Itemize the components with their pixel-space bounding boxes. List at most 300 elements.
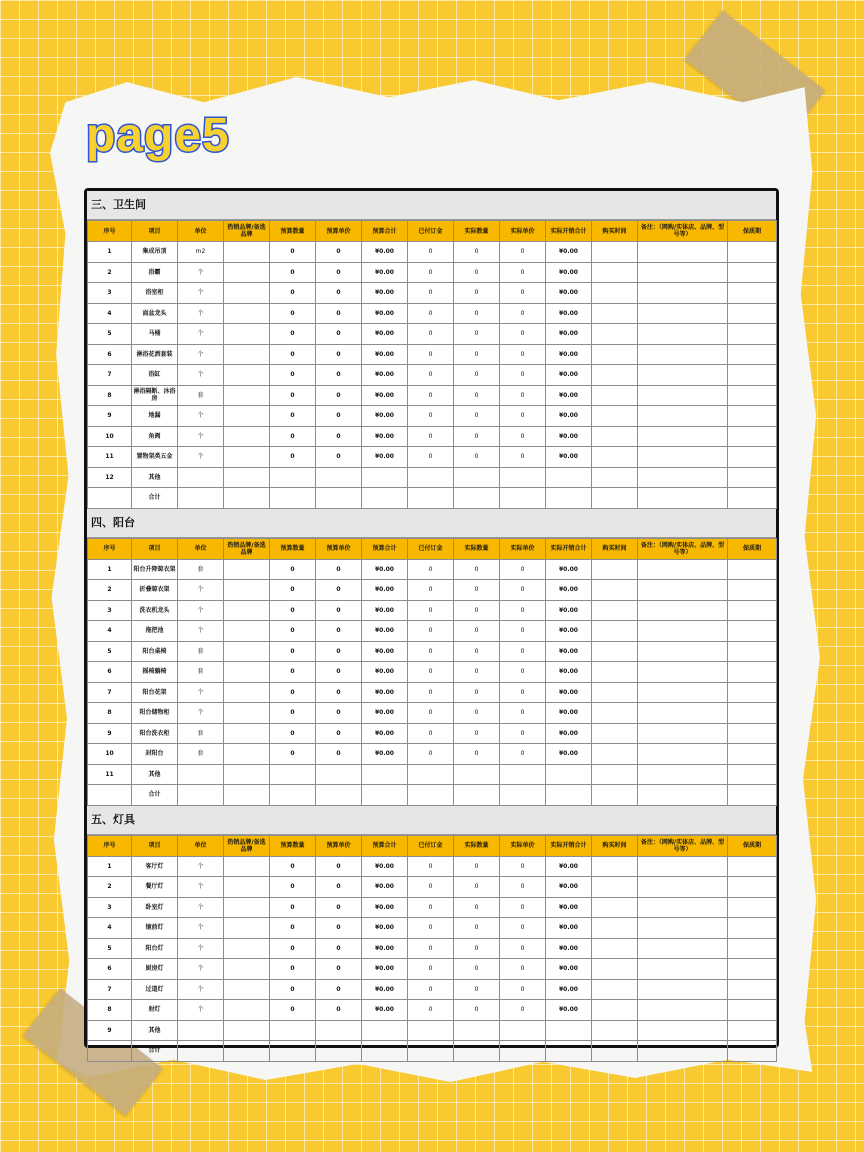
brand-cell[interactable]: [224, 785, 270, 806]
actual-qty-cell[interactable]: [454, 785, 500, 806]
budget-price-cell[interactable]: 0: [316, 283, 362, 304]
warranty-cell[interactable]: [728, 365, 777, 386]
budget-qty-cell[interactable]: 0: [270, 856, 316, 877]
deposit-cell[interactable]: [408, 1020, 454, 1041]
budget-price-cell[interactable]: 0: [316, 723, 362, 744]
actual-price-cell[interactable]: 0: [500, 918, 546, 939]
brand-cell[interactable]: [224, 242, 270, 263]
budget-qty-cell[interactable]: 0: [270, 918, 316, 939]
budget-qty-cell[interactable]: 0: [270, 682, 316, 703]
warranty-cell[interactable]: [728, 283, 777, 304]
warranty-cell[interactable]: [728, 662, 777, 683]
budget-qty-cell[interactable]: 0: [270, 641, 316, 662]
budget-price-cell[interactable]: 0: [316, 621, 362, 642]
purchase-time-cell[interactable]: [592, 1041, 638, 1062]
budget-qty-cell[interactable]: 0: [270, 406, 316, 427]
warranty-cell[interactable]: [728, 262, 777, 283]
brand-cell[interactable]: [224, 447, 270, 468]
brand-cell[interactable]: [224, 283, 270, 304]
warranty-cell[interactable]: [728, 447, 777, 468]
actual-price-cell[interactable]: 0: [500, 856, 546, 877]
purchase-time-cell[interactable]: [592, 283, 638, 304]
brand-cell[interactable]: [224, 303, 270, 324]
brand-cell[interactable]: [224, 385, 270, 406]
warranty-cell[interactable]: [728, 1041, 777, 1062]
brand-cell[interactable]: [224, 959, 270, 980]
budget-price-cell[interactable]: [316, 467, 362, 488]
purchase-time-cell[interactable]: [592, 938, 638, 959]
brand-cell[interactable]: [224, 262, 270, 283]
purchase-time-cell[interactable]: [592, 262, 638, 283]
warranty-cell[interactable]: [728, 580, 777, 601]
budget-price-cell[interactable]: 0: [316, 344, 362, 365]
budget-total-cell[interactable]: [362, 1041, 408, 1062]
actual-total-cell[interactable]: [546, 764, 592, 785]
remarks-cell[interactable]: [638, 938, 728, 959]
actual-qty-cell[interactable]: 0: [454, 406, 500, 427]
warranty-cell[interactable]: [728, 897, 777, 918]
budget-qty-cell[interactable]: [270, 785, 316, 806]
actual-price-cell[interactable]: 0: [500, 303, 546, 324]
actual-price-cell[interactable]: 0: [500, 324, 546, 345]
budget-qty-cell[interactable]: 0: [270, 1000, 316, 1021]
purchase-time-cell[interactable]: [592, 365, 638, 386]
brand-cell[interactable]: [224, 406, 270, 427]
actual-price-cell[interactable]: 0: [500, 426, 546, 447]
deposit-cell[interactable]: 0: [408, 682, 454, 703]
budget-qty-cell[interactable]: 0: [270, 938, 316, 959]
actual-price-cell[interactable]: [500, 488, 546, 509]
purchase-time-cell[interactable]: [592, 682, 638, 703]
budget-price-cell[interactable]: 0: [316, 959, 362, 980]
remarks-cell[interactable]: [638, 703, 728, 724]
brand-cell[interactable]: [224, 621, 270, 642]
warranty-cell[interactable]: [728, 467, 777, 488]
actual-price-cell[interactable]: 0: [500, 621, 546, 642]
deposit-cell[interactable]: 0: [408, 242, 454, 263]
actual-qty-cell[interactable]: 0: [454, 262, 500, 283]
actual-price-cell[interactable]: 0: [500, 723, 546, 744]
budget-price-cell[interactable]: 0: [316, 426, 362, 447]
deposit-cell[interactable]: 0: [408, 580, 454, 601]
purchase-time-cell[interactable]: [592, 918, 638, 939]
remarks-cell[interactable]: [638, 406, 728, 427]
budget-price-cell[interactable]: 0: [316, 365, 362, 386]
brand-cell[interactable]: [224, 897, 270, 918]
deposit-cell[interactable]: 0: [408, 344, 454, 365]
actual-price-cell[interactable]: 0: [500, 242, 546, 263]
deposit-cell[interactable]: 0: [408, 621, 454, 642]
purchase-time-cell[interactable]: [592, 344, 638, 365]
budget-qty-cell[interactable]: 0: [270, 324, 316, 345]
actual-qty-cell[interactable]: 0: [454, 703, 500, 724]
purchase-time-cell[interactable]: [592, 600, 638, 621]
budget-price-cell[interactable]: 0: [316, 385, 362, 406]
budget-qty-cell[interactable]: 0: [270, 426, 316, 447]
purchase-time-cell[interactable]: [592, 1000, 638, 1021]
deposit-cell[interactable]: [408, 467, 454, 488]
budget-price-cell[interactable]: 0: [316, 938, 362, 959]
remarks-cell[interactable]: [638, 641, 728, 662]
warranty-cell[interactable]: [728, 641, 777, 662]
warranty-cell[interactable]: [728, 426, 777, 447]
warranty-cell[interactable]: [728, 303, 777, 324]
purchase-time-cell[interactable]: [592, 447, 638, 468]
warranty-cell[interactable]: [728, 856, 777, 877]
budget-price-cell[interactable]: [316, 785, 362, 806]
actual-qty-cell[interactable]: 0: [454, 344, 500, 365]
remarks-cell[interactable]: [638, 621, 728, 642]
purchase-time-cell[interactable]: [592, 559, 638, 580]
deposit-cell[interactable]: 0: [408, 744, 454, 765]
deposit-cell[interactable]: 0: [408, 662, 454, 683]
remarks-cell[interactable]: [638, 959, 728, 980]
budget-price-cell[interactable]: 0: [316, 242, 362, 263]
warranty-cell[interactable]: [728, 406, 777, 427]
deposit-cell[interactable]: 0: [408, 600, 454, 621]
actual-qty-cell[interactable]: 0: [454, 365, 500, 386]
purchase-time-cell[interactable]: [592, 406, 638, 427]
actual-price-cell[interactable]: 0: [500, 385, 546, 406]
deposit-cell[interactable]: 0: [408, 447, 454, 468]
budget-qty-cell[interactable]: 0: [270, 385, 316, 406]
warranty-cell[interactable]: [728, 385, 777, 406]
budget-price-cell[interactable]: [316, 488, 362, 509]
budget-price-cell[interactable]: 0: [316, 897, 362, 918]
actual-qty-cell[interactable]: 0: [454, 580, 500, 601]
budget-qty-cell[interactable]: [270, 488, 316, 509]
budget-price-cell[interactable]: 0: [316, 262, 362, 283]
deposit-cell[interactable]: 0: [408, 385, 454, 406]
brand-cell[interactable]: [224, 723, 270, 744]
brand-cell[interactable]: [224, 641, 270, 662]
warranty-cell[interactable]: [728, 682, 777, 703]
deposit-cell[interactable]: [408, 488, 454, 509]
budget-total-cell[interactable]: [362, 785, 408, 806]
budget-qty-cell[interactable]: 0: [270, 959, 316, 980]
remarks-cell[interactable]: [638, 559, 728, 580]
deposit-cell[interactable]: 0: [408, 641, 454, 662]
budget-price-cell[interactable]: 0: [316, 580, 362, 601]
deposit-cell[interactable]: 0: [408, 426, 454, 447]
deposit-cell[interactable]: 0: [408, 856, 454, 877]
budget-qty-cell[interactable]: 0: [270, 897, 316, 918]
actual-qty-cell[interactable]: 0: [454, 938, 500, 959]
actual-price-cell[interactable]: 0: [500, 641, 546, 662]
brand-cell[interactable]: [224, 559, 270, 580]
budget-qty-cell[interactable]: 0: [270, 447, 316, 468]
budget-qty-cell[interactable]: 0: [270, 344, 316, 365]
warranty-cell[interactable]: [728, 242, 777, 263]
remarks-cell[interactable]: [638, 447, 728, 468]
budget-qty-cell[interactable]: 0: [270, 662, 316, 683]
actual-qty-cell[interactable]: 0: [454, 283, 500, 304]
budget-price-cell[interactable]: 0: [316, 877, 362, 898]
remarks-cell[interactable]: [638, 600, 728, 621]
budget-price-cell[interactable]: 0: [316, 856, 362, 877]
brand-cell[interactable]: [224, 744, 270, 765]
actual-price-cell[interactable]: [500, 764, 546, 785]
budget-qty-cell[interactable]: [270, 467, 316, 488]
purchase-time-cell[interactable]: [592, 959, 638, 980]
remarks-cell[interactable]: [638, 467, 728, 488]
budget-total-cell[interactable]: [362, 488, 408, 509]
warranty-cell[interactable]: [728, 1020, 777, 1041]
budget-qty-cell[interactable]: 0: [270, 580, 316, 601]
actual-price-cell[interactable]: 0: [500, 365, 546, 386]
deposit-cell[interactable]: 0: [408, 959, 454, 980]
deposit-cell[interactable]: 0: [408, 324, 454, 345]
actual-price-cell[interactable]: [500, 785, 546, 806]
actual-price-cell[interactable]: 0: [500, 682, 546, 703]
budget-qty-cell[interactable]: 0: [270, 723, 316, 744]
actual-qty-cell[interactable]: 0: [454, 242, 500, 263]
remarks-cell[interactable]: [638, 662, 728, 683]
purchase-time-cell[interactable]: [592, 744, 638, 765]
actual-total-cell[interactable]: [546, 467, 592, 488]
budget-price-cell[interactable]: [316, 1041, 362, 1062]
remarks-cell[interactable]: [638, 1041, 728, 1062]
actual-qty-cell[interactable]: [454, 467, 500, 488]
actual-price-cell[interactable]: 0: [500, 1000, 546, 1021]
budget-qty-cell[interactable]: 0: [270, 703, 316, 724]
actual-qty-cell[interactable]: [454, 1020, 500, 1041]
deposit-cell[interactable]: 0: [408, 303, 454, 324]
budget-qty-cell[interactable]: 0: [270, 744, 316, 765]
purchase-time-cell[interactable]: [592, 703, 638, 724]
purchase-time-cell[interactable]: [592, 979, 638, 1000]
remarks-cell[interactable]: [638, 979, 728, 1000]
brand-cell[interactable]: [224, 703, 270, 724]
actual-qty-cell[interactable]: 0: [454, 385, 500, 406]
budget-qty-cell[interactable]: 0: [270, 365, 316, 386]
actual-price-cell[interactable]: 0: [500, 447, 546, 468]
actual-qty-cell[interactable]: 0: [454, 682, 500, 703]
deposit-cell[interactable]: 0: [408, 283, 454, 304]
purchase-time-cell[interactable]: [592, 723, 638, 744]
actual-qty-cell[interactable]: 0: [454, 1000, 500, 1021]
brand-cell[interactable]: [224, 979, 270, 1000]
brand-cell[interactable]: [224, 662, 270, 683]
brand-cell[interactable]: [224, 682, 270, 703]
remarks-cell[interactable]: [638, 897, 728, 918]
warranty-cell[interactable]: [728, 600, 777, 621]
purchase-time-cell[interactable]: [592, 764, 638, 785]
purchase-time-cell[interactable]: [592, 467, 638, 488]
purchase-time-cell[interactable]: [592, 641, 638, 662]
actual-price-cell[interactable]: 0: [500, 897, 546, 918]
actual-price-cell[interactable]: 0: [500, 979, 546, 1000]
remarks-cell[interactable]: [638, 324, 728, 345]
purchase-time-cell[interactable]: [592, 662, 638, 683]
deposit-cell[interactable]: 0: [408, 877, 454, 898]
budget-price-cell[interactable]: [316, 764, 362, 785]
warranty-cell[interactable]: [728, 703, 777, 724]
actual-price-cell[interactable]: [500, 1041, 546, 1062]
remarks-cell[interactable]: [638, 365, 728, 386]
purchase-time-cell[interactable]: [592, 856, 638, 877]
remarks-cell[interactable]: [638, 283, 728, 304]
warranty-cell[interactable]: [728, 324, 777, 345]
warranty-cell[interactable]: [728, 344, 777, 365]
budget-price-cell[interactable]: 0: [316, 324, 362, 345]
budget-price-cell[interactable]: 0: [316, 744, 362, 765]
brand-cell[interactable]: [224, 365, 270, 386]
budget-qty-cell[interactable]: 0: [270, 559, 316, 580]
brand-cell[interactable]: [224, 600, 270, 621]
warranty-cell[interactable]: [728, 959, 777, 980]
warranty-cell[interactable]: [728, 488, 777, 509]
purchase-time-cell[interactable]: [592, 877, 638, 898]
purchase-time-cell[interactable]: [592, 426, 638, 447]
brand-cell[interactable]: [224, 938, 270, 959]
warranty-cell[interactable]: [728, 1000, 777, 1021]
budget-price-cell[interactable]: 0: [316, 406, 362, 427]
purchase-time-cell[interactable]: [592, 785, 638, 806]
deposit-cell[interactable]: 0: [408, 918, 454, 939]
budget-price-cell[interactable]: 0: [316, 703, 362, 724]
budget-qty-cell[interactable]: [270, 764, 316, 785]
actual-qty-cell[interactable]: 0: [454, 979, 500, 1000]
actual-price-cell[interactable]: 0: [500, 580, 546, 601]
brand-cell[interactable]: [224, 426, 270, 447]
actual-qty-cell[interactable]: 0: [454, 918, 500, 939]
deposit-cell[interactable]: 0: [408, 703, 454, 724]
warranty-cell[interactable]: [728, 744, 777, 765]
remarks-cell[interactable]: [638, 764, 728, 785]
actual-price-cell[interactable]: [500, 1020, 546, 1041]
deposit-cell[interactable]: 0: [408, 979, 454, 1000]
deposit-cell[interactable]: 0: [408, 262, 454, 283]
budget-qty-cell[interactable]: 0: [270, 979, 316, 1000]
actual-price-cell[interactable]: 0: [500, 744, 546, 765]
actual-qty-cell[interactable]: 0: [454, 426, 500, 447]
purchase-time-cell[interactable]: [592, 1020, 638, 1041]
purchase-time-cell[interactable]: [592, 621, 638, 642]
actual-price-cell[interactable]: 0: [500, 877, 546, 898]
budget-total-cell[interactable]: [362, 764, 408, 785]
brand-cell[interactable]: [224, 488, 270, 509]
actual-price-cell[interactable]: 0: [500, 662, 546, 683]
actual-price-cell[interactable]: 0: [500, 344, 546, 365]
deposit-cell[interactable]: [408, 764, 454, 785]
actual-qty-cell[interactable]: 0: [454, 324, 500, 345]
brand-cell[interactable]: [224, 467, 270, 488]
deposit-cell[interactable]: 0: [408, 1000, 454, 1021]
actual-qty-cell[interactable]: [454, 1041, 500, 1062]
deposit-cell[interactable]: 0: [408, 559, 454, 580]
actual-qty-cell[interactable]: 0: [454, 877, 500, 898]
warranty-cell[interactable]: [728, 938, 777, 959]
remarks-cell[interactable]: [638, 426, 728, 447]
purchase-time-cell[interactable]: [592, 580, 638, 601]
brand-cell[interactable]: [224, 324, 270, 345]
budget-price-cell[interactable]: 0: [316, 979, 362, 1000]
budget-price-cell[interactable]: 0: [316, 918, 362, 939]
remarks-cell[interactable]: [638, 1020, 728, 1041]
actual-price-cell[interactable]: 0: [500, 406, 546, 427]
brand-cell[interactable]: [224, 580, 270, 601]
budget-total-cell[interactable]: [362, 467, 408, 488]
brand-cell[interactable]: [224, 1000, 270, 1021]
actual-qty-cell[interactable]: 0: [454, 303, 500, 324]
budget-price-cell[interactable]: 0: [316, 600, 362, 621]
actual-qty-cell[interactable]: 0: [454, 897, 500, 918]
budget-price-cell[interactable]: 0: [316, 447, 362, 468]
actual-price-cell[interactable]: 0: [500, 559, 546, 580]
actual-total-cell[interactable]: [546, 1041, 592, 1062]
purchase-time-cell[interactable]: [592, 242, 638, 263]
actual-qty-cell[interactable]: 0: [454, 600, 500, 621]
budget-total-cell[interactable]: [362, 1020, 408, 1041]
actual-qty-cell[interactable]: [454, 764, 500, 785]
remarks-cell[interactable]: [638, 580, 728, 601]
actual-price-cell[interactable]: 0: [500, 938, 546, 959]
actual-price-cell[interactable]: 0: [500, 600, 546, 621]
actual-qty-cell[interactable]: 0: [454, 723, 500, 744]
actual-qty-cell[interactable]: [454, 488, 500, 509]
warranty-cell[interactable]: [728, 979, 777, 1000]
brand-cell[interactable]: [224, 877, 270, 898]
warranty-cell[interactable]: [728, 559, 777, 580]
budget-price-cell[interactable]: [316, 1020, 362, 1041]
actual-qty-cell[interactable]: 0: [454, 559, 500, 580]
remarks-cell[interactable]: [638, 744, 728, 765]
deposit-cell[interactable]: [408, 785, 454, 806]
purchase-time-cell[interactable]: [592, 385, 638, 406]
warranty-cell[interactable]: [728, 785, 777, 806]
deposit-cell[interactable]: [408, 1041, 454, 1062]
budget-qty-cell[interactable]: 0: [270, 283, 316, 304]
brand-cell[interactable]: [224, 344, 270, 365]
budget-qty-cell[interactable]: [270, 1041, 316, 1062]
actual-total-cell[interactable]: [546, 785, 592, 806]
remarks-cell[interactable]: [638, 488, 728, 509]
actual-total-cell[interactable]: [546, 488, 592, 509]
actual-price-cell[interactable]: 0: [500, 703, 546, 724]
deposit-cell[interactable]: 0: [408, 897, 454, 918]
brand-cell[interactable]: [224, 918, 270, 939]
actual-price-cell[interactable]: 0: [500, 262, 546, 283]
actual-qty-cell[interactable]: 0: [454, 447, 500, 468]
brand-cell[interactable]: [224, 1041, 270, 1062]
purchase-time-cell[interactable]: [592, 488, 638, 509]
remarks-cell[interactable]: [638, 262, 728, 283]
deposit-cell[interactable]: 0: [408, 406, 454, 427]
actual-price-cell[interactable]: 0: [500, 283, 546, 304]
purchase-time-cell[interactable]: [592, 324, 638, 345]
remarks-cell[interactable]: [638, 1000, 728, 1021]
remarks-cell[interactable]: [638, 682, 728, 703]
brand-cell[interactable]: [224, 856, 270, 877]
remarks-cell[interactable]: [638, 242, 728, 263]
warranty-cell[interactable]: [728, 918, 777, 939]
remarks-cell[interactable]: [638, 877, 728, 898]
remarks-cell[interactable]: [638, 723, 728, 744]
brand-cell[interactable]: [224, 1020, 270, 1041]
actual-qty-cell[interactable]: 0: [454, 641, 500, 662]
remarks-cell[interactable]: [638, 344, 728, 365]
budget-qty-cell[interactable]: 0: [270, 877, 316, 898]
actual-price-cell[interactable]: [500, 467, 546, 488]
actual-qty-cell[interactable]: 0: [454, 856, 500, 877]
remarks-cell[interactable]: [638, 856, 728, 877]
budget-qty-cell[interactable]: 0: [270, 600, 316, 621]
deposit-cell[interactable]: 0: [408, 365, 454, 386]
warranty-cell[interactable]: [728, 764, 777, 785]
budget-price-cell[interactable]: 0: [316, 641, 362, 662]
remarks-cell[interactable]: [638, 785, 728, 806]
